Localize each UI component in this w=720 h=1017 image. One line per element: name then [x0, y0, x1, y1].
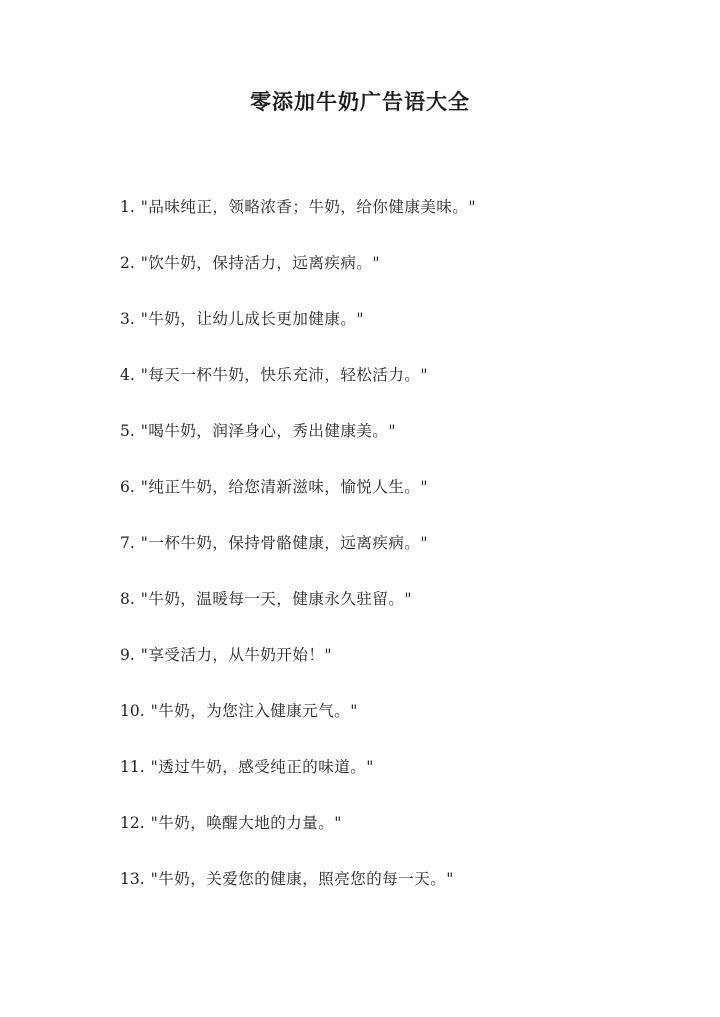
item-number: 8. [120, 590, 135, 608]
slogan-text: "品味纯正，领略浓香；牛奶，给你健康美味。" [140, 198, 477, 216]
slogan-list [120, 193, 680, 921]
list-item [120, 697, 680, 753]
list-item [120, 249, 680, 305]
list-item [120, 529, 680, 585]
list-item [120, 361, 680, 417]
item-number: 10. [120, 702, 145, 720]
slogan-text: "喝牛奶，润泽身心，秀出健康美。" [140, 422, 397, 440]
list-item [120, 641, 680, 697]
slogan-text: "每天一杯牛奶，快乐充沛，轻松活力。" [140, 366, 429, 384]
slogan-text: "牛奶，唤醒大地的力量。" [150, 814, 342, 832]
item-number: 5. [120, 422, 135, 440]
list-item [120, 809, 680, 865]
list-item [120, 473, 680, 529]
slogan-text: "纯正牛奶，给您清新滋味，愉悦人生。" [140, 478, 429, 496]
slogan-text: "牛奶，温暖每一天，健康永久驻留。" [140, 590, 413, 608]
slogan-text: "享受活力，从牛奶开始！" [140, 646, 333, 664]
list-item [120, 193, 680, 249]
item-number: 4. [120, 366, 135, 384]
item-number: 7. [120, 534, 135, 552]
slogan-text: "饮牛奶，保持活力，远离疾病。" [140, 254, 381, 272]
list-item [120, 585, 680, 641]
item-number: 9. [120, 646, 135, 664]
item-number: 3. [120, 310, 135, 328]
slogan-text: "牛奶，让幼儿成长更加健康。" [140, 310, 365, 328]
slogan-text: "一杯牛奶，保持骨骼健康，远离疾病。" [140, 534, 429, 552]
slogan-text: "牛奶，关爱您的健康，照亮您的每一天。" [150, 870, 454, 888]
item-number: 6. [120, 478, 135, 496]
list-item [120, 753, 680, 809]
list-item [120, 305, 680, 361]
list-item [120, 417, 680, 473]
page-title: 零添加牛奶广告语大全 [250, 89, 470, 114]
item-number: 1. [120, 198, 135, 216]
list-item [120, 865, 680, 921]
slogan-text: "透过牛奶，感受纯正的味道。" [150, 758, 374, 776]
item-number: 2. [120, 254, 135, 272]
item-number: 11. [120, 758, 145, 776]
item-number: 13. [120, 870, 145, 888]
slogan-text: "牛奶，为您注入健康元气。" [150, 702, 358, 720]
item-number: 12. [120, 814, 145, 832]
